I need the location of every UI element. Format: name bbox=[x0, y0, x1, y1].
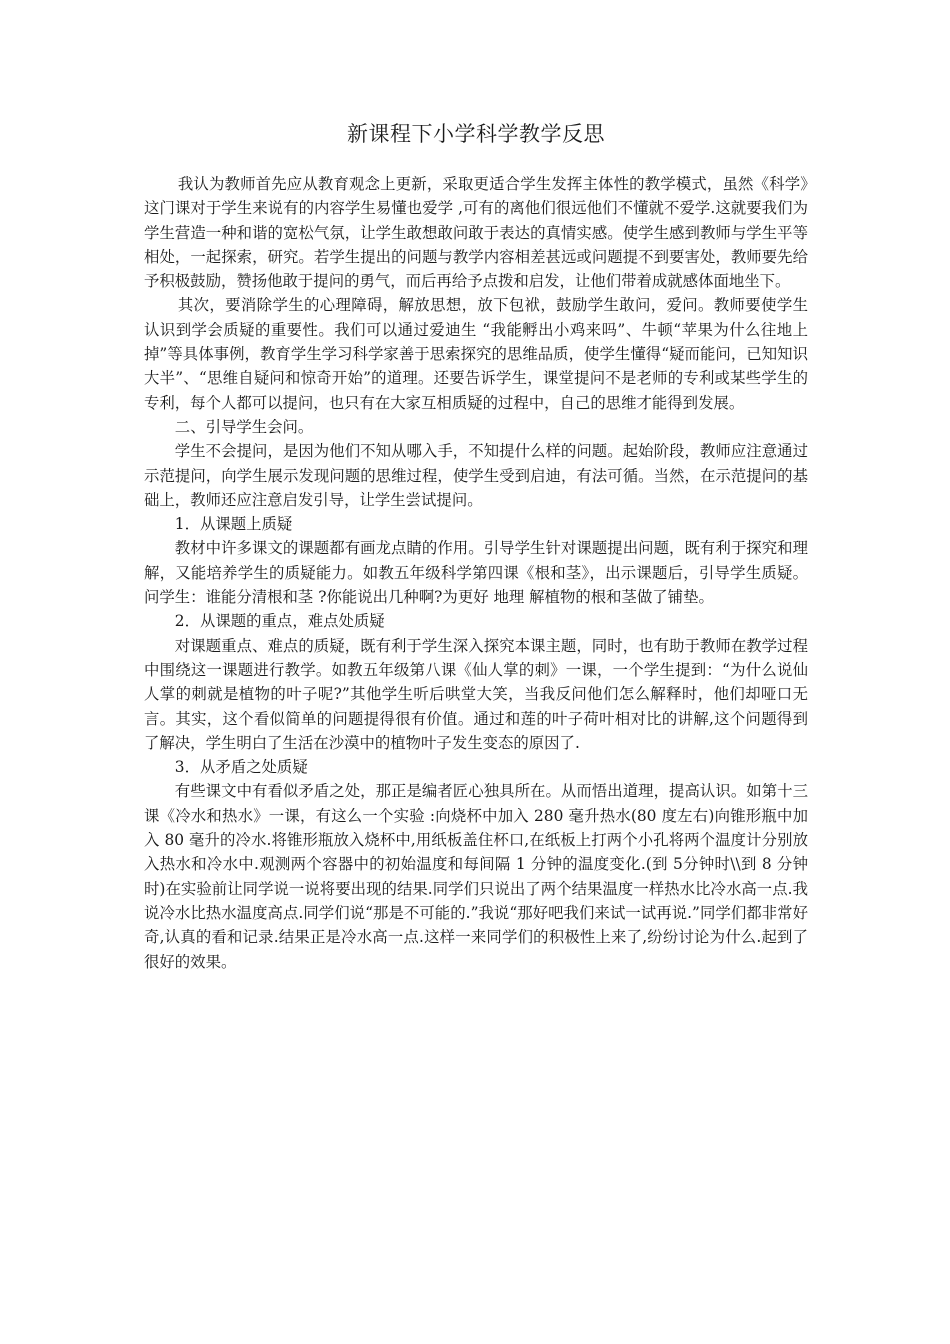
subheading-2: 2．从课题的重点，难点处质疑 bbox=[174, 612, 385, 631]
paragraph-6: 有些课文中有看似矛盾之处，那正是编者匠心独具所在。从而悟出道理，提高认识。如第十三课《冷水和热水》一课，有这么一个实验 :向烧杯中加入 280 毫升热水(80 度左右)向锥形瓶中加入 80 毫升的冷水.将锥形瓶放入烧杯中,用纸板盖住杯口,在纸板上打两个小孔将两个温度计分别放入热水和冷水中.观测两个容器中的初始温度和每间隔 1 分钟的温度变化.(到 5分钟时\\到 8 分钟时)在实验前让同学说一说将要出现的结果.同学们只说出了两个结果温度一样热水比冷水高一点.我说冷水比热水温度高点.同学们说“那是不可能的.”我说“那好吧我们来试一试再说.”同学们都非常好奇,认真的看和记录.结果正是冷水高一点.这样一来同学们的积极性上来了,纷纷讨论为什么.起到了很好的效果。 bbox=[144, 782, 808, 971]
paragraph-2: 其次，要消除学生的心理障碍，解放思想，放下包袱，鼓励学生敢问，爱问。教师要使学生认识到学会质疑的重要性。我们可以通过爱迪生 “我能孵出小鸡来吗”、牛顿“苹果为什么往地上掉”等具体事例，教育学生学习科学家善于思索探究的思维品质，使学生懂得“疑而能问，已知知识大半”、“思维自疑问和惊奇开始”的道理。还要告诉学生，课堂提问不是老师的专利或某些学生的专利，每个人都可以提问，也只有在大家互相质疑的过程中，自己的思维才能得到发展。 bbox=[144, 296, 808, 412]
section-heading-2: 二、引导学生会问。 bbox=[174, 417, 314, 436]
paragraph-1: 我认为教师首先应从教育观念上更新，采取更适合学生发挥主体性的教学模式，虽然《科学》这门课对于学生来说有的内容学生易懂也爱学 ,可有的离他们很远他们不懂就不爱学.这就要我们为学生营造一种和谐的宽松气氛，让学生敢想敢问敢于表达的真情实感。使学生感到教师与学生平等相处，一起探索，研究。若学生提出的问题与教学内容相差甚远或问题提不到要害处，教师要先给予积极鼓励，赞扬他敢于提问的勇气，而后再给予点拨和启发，让他们带着成就感体面地坐下。 bbox=[144, 175, 808, 291]
subheading-1: 1．从课题上质疑 bbox=[174, 515, 293, 534]
document-page bbox=[144, 118, 808, 974]
paragraph-5: 对课题重点、难点的质疑，既有利于学生深入探究本课主题，同时，也有助于教师在教学过程中围绕这一课题进行教学。如教五年级第八课《仙人掌的刺》一课，一个学生提到：“为什么说仙人掌的刺就是植物的叶子呢?”其他学生听后哄堂大笑，当我反问他们怎么解释时，他们却哑口无言。其实，这个看似简单的问题提得很有价值。通过和莲的叶子荷叶相对比的讲解,这个问题得到了解决，学生明白了生活在沙漠中的植物叶子发生变态的原因了. bbox=[144, 636, 808, 752]
paragraph-3: 学生不会提问，是因为他们不知从哪入手，不知提什么样的问题。起始阶段，教师应注意通过示范提问，向学生展示发现问题的思维过程，使学生受到启迪，有法可循。当然，在示范提问的基础上，教师还应注意启发引导，让学生尝试提问。 bbox=[144, 442, 808, 509]
paragraph-4: 教材中许多课文的课题都有画龙点睛的作用。引导学生针对课题提出问题，既有利于探究和理解，又能培养学生的质疑能力。如教五年级科学第四课《根和茎》，出示课题后，引导学生质疑。问学生：谁能分清根和茎 ?你能说出几种啊?为更好 地理 解植物的根和茎做了铺垫。 bbox=[144, 539, 808, 607]
document-title: 新课程下小学科学教学反思 bbox=[347, 122, 605, 146]
subheading-3: 3．从矛盾之处质疑 bbox=[174, 758, 308, 777]
